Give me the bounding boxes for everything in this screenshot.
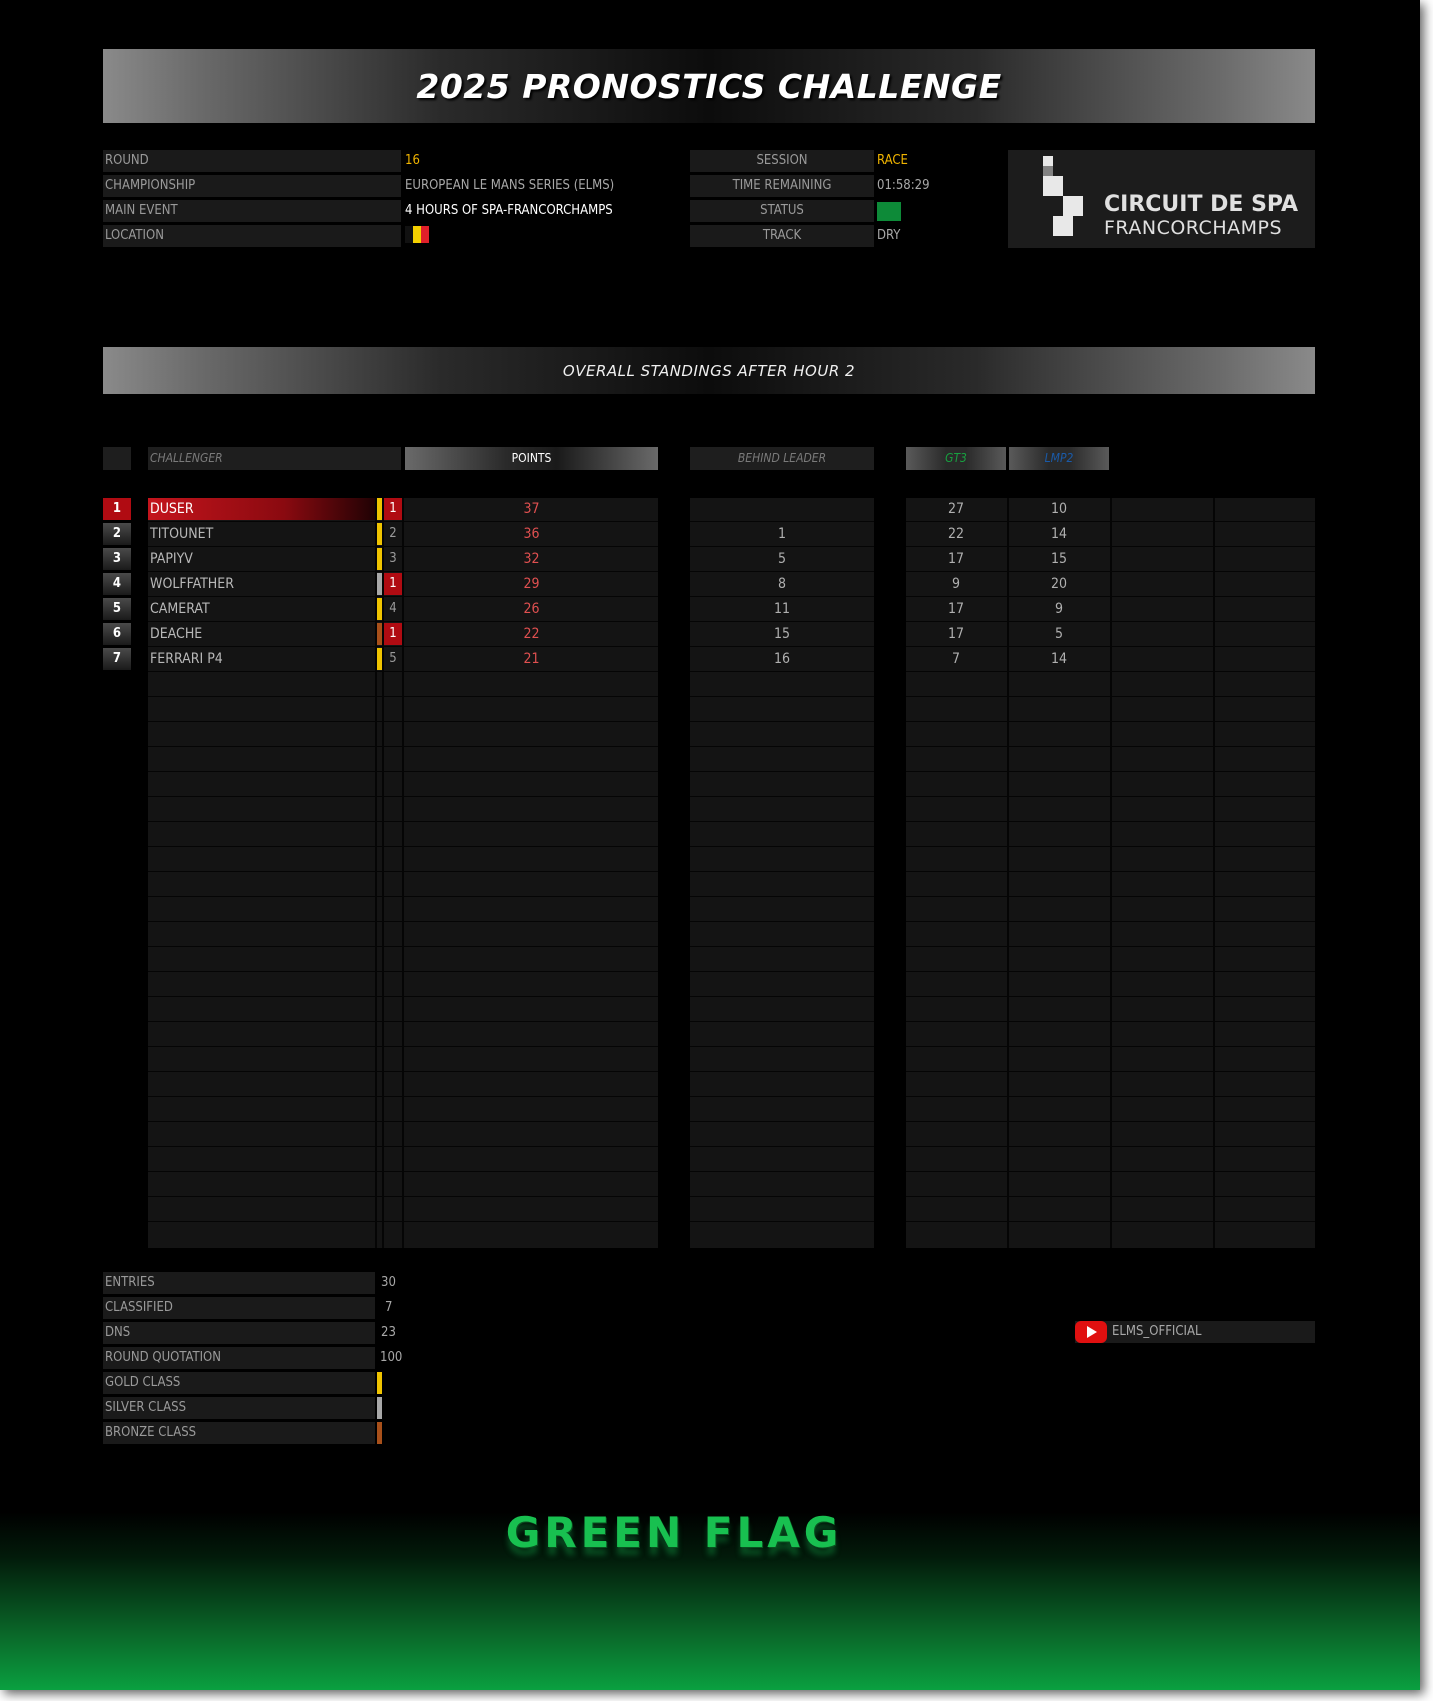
grid-line	[148, 671, 658, 672]
grid-line	[690, 1021, 874, 1022]
class-position: 3	[389, 551, 397, 566]
standings-title: OVERALL STANDINGS AFTER HOUR 2	[562, 361, 856, 380]
grid-line	[906, 1171, 1315, 1172]
bronze-class-label: BRONZE CLASS	[103, 1422, 375, 1444]
class-bar	[377, 548, 382, 570]
rank-4: 4	[103, 573, 131, 595]
points-header: POINTS	[405, 447, 658, 470]
behind-leader-value: 8	[777, 576, 786, 592]
grid-line	[690, 546, 874, 547]
grid-line	[906, 996, 1315, 997]
gt3-points: 27	[947, 501, 965, 517]
youtube-handle[interactable]: ELMS_OFFICIAL	[1112, 1324, 1202, 1339]
lmp2-points: 14	[1050, 651, 1068, 667]
class-bar	[377, 523, 382, 545]
class-position: 4	[389, 601, 397, 616]
flag-stripe-red	[421, 226, 429, 243]
grid-line	[690, 1121, 874, 1122]
challenger-name: FERRARI P4	[150, 651, 223, 667]
rank-1: 1	[103, 498, 131, 520]
grid-line	[148, 1096, 658, 1097]
grid-line	[148, 871, 658, 872]
entries-value: 30	[381, 1275, 396, 1290]
logo-square	[1043, 156, 1053, 166]
grid-line	[148, 546, 658, 547]
rank-2: 2	[103, 523, 131, 545]
behind-leader-value: 16	[773, 651, 791, 667]
entries-label: ENTRIES	[103, 1272, 375, 1294]
behind-leader-header: BEHIND LEADER	[690, 447, 874, 470]
gold-class-swatch	[377, 1372, 382, 1394]
main-event-value: 4 HOURS OF SPA-FRANCORCHAMPS	[405, 203, 613, 218]
grid-line	[690, 746, 874, 747]
grid-line	[690, 671, 874, 672]
grid-line	[148, 1221, 658, 1222]
grid-line	[906, 1121, 1315, 1122]
grid-line	[906, 696, 1315, 697]
grid-line	[690, 1096, 874, 1097]
grid-line	[906, 1046, 1315, 1047]
dns-label: DNS	[103, 1322, 375, 1344]
grid-line	[690, 971, 874, 972]
challenger-name: PAPIYV	[150, 551, 193, 567]
grid-line	[906, 1096, 1315, 1097]
grid-line	[906, 621, 1315, 622]
grid-line	[690, 721, 874, 722]
grid-line	[906, 871, 1315, 872]
class-bar	[377, 623, 382, 645]
logo-square	[1043, 166, 1053, 176]
silver-class-swatch	[377, 1397, 382, 1419]
behind-leader-value: 15	[773, 626, 791, 642]
behind-leader-value	[690, 498, 874, 520]
lmp2-points: 9	[1054, 601, 1063, 617]
logo-square	[1063, 196, 1083, 216]
rank-3: 3	[103, 548, 131, 570]
grid-line	[148, 521, 658, 522]
grid-line	[148, 796, 658, 797]
time-remaining-label: TIME REMAINING	[690, 175, 874, 197]
lmp2-points: 10	[1050, 501, 1068, 517]
grid-line	[690, 621, 874, 622]
grid-line	[906, 1146, 1315, 1147]
grid-line	[690, 996, 874, 997]
challenger-name: DUSER	[148, 498, 375, 520]
grid-line	[690, 821, 874, 822]
round-value: 16	[405, 153, 420, 168]
grid-line	[690, 946, 874, 947]
grid-line	[906, 546, 1315, 547]
grid-line	[690, 646, 874, 647]
grid-line	[148, 771, 658, 772]
gt3-header: GT3	[906, 447, 1006, 470]
challenger-header: CHALLENGER	[148, 447, 401, 470]
grid-divider	[402, 498, 404, 1248]
behind-leader-value: 1	[777, 526, 786, 542]
grid-line	[148, 1021, 658, 1022]
grid-line	[690, 521, 874, 522]
grid-line	[690, 771, 874, 772]
behind-leader-value: 5	[777, 551, 786, 567]
grid-line	[906, 596, 1315, 597]
grid-line	[148, 996, 658, 997]
grid-line	[906, 521, 1315, 522]
grid-line	[690, 1196, 874, 1197]
bronze-class-swatch	[377, 1422, 382, 1444]
belgium-flag-icon	[405, 226, 429, 243]
page-title: 2025 PRONOSTICS CHALLENGE	[416, 66, 1002, 106]
lmp2-header: LMP2	[1009, 447, 1109, 470]
circuit-logo	[1008, 150, 1315, 248]
grid-line	[148, 1121, 658, 1122]
grid-line	[690, 1046, 874, 1047]
grid-line	[148, 1071, 658, 1072]
grid-line	[906, 971, 1315, 972]
grid-line	[148, 1046, 658, 1047]
challenger-name: DEACHE	[150, 626, 203, 642]
points-value: 22	[523, 626, 540, 642]
grid-line	[906, 721, 1315, 722]
dns-value: 23	[381, 1325, 396, 1340]
grid-line	[148, 1196, 658, 1197]
grid-line	[906, 1221, 1315, 1222]
points-value: 32	[523, 551, 540, 567]
rank-6: 6	[103, 623, 131, 645]
grid-line	[906, 571, 1315, 572]
gt3-points: 22	[947, 526, 965, 542]
grid-line	[906, 896, 1315, 897]
gt3-points: 17	[947, 601, 965, 617]
championship-label: CHAMPIONSHIP	[103, 175, 401, 197]
lmp2-points: 15	[1050, 551, 1068, 567]
grid-line	[690, 1171, 874, 1172]
points-value: 37	[523, 501, 540, 517]
grid-line	[690, 571, 874, 572]
grid-line	[690, 1071, 874, 1072]
grid-line	[906, 646, 1315, 647]
youtube-icon[interactable]	[1075, 1321, 1107, 1343]
grid-line	[690, 1221, 874, 1222]
gt3-points: 17	[947, 551, 965, 567]
class-position: 1	[384, 573, 402, 595]
logo-square	[1043, 176, 1063, 196]
track-value: DRY	[877, 228, 901, 243]
lmp2-points: 20	[1050, 576, 1068, 592]
grid-line	[690, 596, 874, 597]
logo-line2: FRANCORCHAMPS	[1104, 217, 1283, 239]
grid-line	[148, 921, 658, 922]
lmp2-points: 5	[1054, 626, 1063, 642]
grid-line	[906, 1071, 1315, 1072]
grid-line	[690, 921, 874, 922]
flag-stripe-black	[405, 226, 413, 243]
logo-line1: CIRCUIT DE SPA	[1104, 192, 1299, 217]
grid-line	[148, 1146, 658, 1147]
challenger-name: TITOUNET	[150, 526, 214, 542]
title-banner	[103, 49, 1315, 123]
grid-line	[148, 571, 658, 572]
grid-line	[148, 846, 658, 847]
logo-square	[1053, 216, 1073, 236]
location-label: LOCATION	[103, 225, 401, 247]
flag-stripe-yellow	[413, 226, 421, 243]
behind-leader-value: 11	[773, 601, 791, 617]
grid-line	[906, 746, 1315, 747]
grid-line	[906, 1196, 1315, 1197]
gt3-points: 9	[951, 576, 960, 592]
class-bar	[377, 573, 382, 595]
class-bar	[377, 648, 382, 670]
grid-line	[148, 896, 658, 897]
grid-line	[906, 671, 1315, 672]
grid-line	[148, 646, 658, 647]
grid-line	[690, 796, 874, 797]
grid-line	[148, 746, 658, 747]
challenger-name: CAMERAT	[150, 601, 210, 617]
grid-line	[690, 696, 874, 697]
class-position: 5	[389, 651, 397, 666]
green-flag-text: GREEN FLAG	[505, 1508, 843, 1557]
status-green-indicator	[877, 202, 901, 221]
rank-5: 5	[103, 598, 131, 620]
grid-line	[906, 771, 1315, 772]
grid-line	[906, 921, 1315, 922]
rank-7: 7	[103, 648, 131, 670]
grid-divider	[1110, 498, 1112, 1248]
grid-line	[148, 596, 658, 597]
silver-class-label: SILVER CLASS	[103, 1397, 375, 1419]
grid-line	[906, 846, 1315, 847]
round-quotation-label: ROUND QUOTATION	[103, 1347, 375, 1369]
round-label: ROUND	[103, 150, 401, 172]
grid-line	[906, 1021, 1315, 1022]
grid-line	[690, 846, 874, 847]
points-value: 29	[523, 576, 540, 592]
grid-line	[906, 796, 1315, 797]
grid-line	[690, 1146, 874, 1147]
championship-value: EUROPEAN LE MANS SERIES (ELMS)	[405, 178, 615, 193]
gt3-points: 7	[951, 651, 960, 667]
gt3-points: 17	[947, 626, 965, 642]
class-bar	[377, 498, 382, 520]
grid-line	[906, 946, 1315, 947]
rank-header	[103, 447, 131, 470]
points-value: 26	[523, 601, 540, 617]
session-label: SESSION	[690, 150, 874, 172]
class-bar	[377, 598, 382, 620]
time-remaining-value: 01:58:29	[877, 178, 930, 193]
standings-banner	[103, 347, 1315, 394]
class-position: 1	[384, 498, 402, 520]
track-label: TRACK	[690, 225, 874, 247]
challenger-name: WOLFFATHER	[150, 576, 234, 592]
gold-class-label: GOLD CLASS	[103, 1372, 375, 1394]
lmp2-points: 14	[1050, 526, 1068, 542]
round-quotation-value: 100	[380, 1350, 403, 1365]
status-label: STATUS	[690, 200, 874, 222]
main-event-label: MAIN EVENT	[103, 200, 401, 222]
grid-line	[148, 621, 658, 622]
grid-line	[906, 821, 1315, 822]
grid-line	[148, 1171, 658, 1172]
class-position: 1	[384, 623, 402, 645]
classified-value: 7	[385, 1300, 393, 1315]
grid-line	[148, 696, 658, 697]
grid-divider	[1213, 498, 1215, 1248]
classified-label: CLASSIFIED	[103, 1297, 375, 1319]
points-value: 21	[523, 651, 540, 667]
grid-line	[148, 971, 658, 972]
grid-line	[148, 946, 658, 947]
grid-line	[148, 721, 658, 722]
grid-line	[690, 896, 874, 897]
points-value: 36	[523, 526, 540, 542]
session-value: RACE	[877, 153, 908, 168]
grid-line	[690, 871, 874, 872]
class-position: 2	[389, 526, 397, 541]
grid-line	[148, 821, 658, 822]
